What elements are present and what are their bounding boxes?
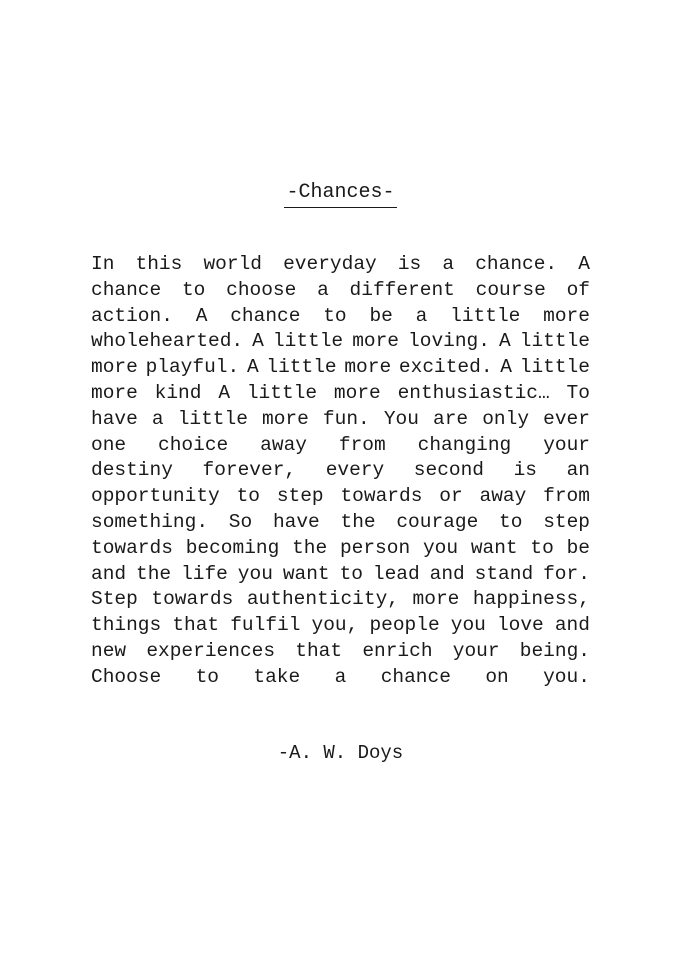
- quote-word: little: [177, 407, 248, 430]
- title-text: -Chances-: [284, 180, 396, 208]
- quote-word: away: [260, 433, 307, 456]
- quote-word: take: [253, 665, 301, 688]
- quote-word: that: [172, 614, 220, 637]
- quote-word: want: [470, 536, 518, 559]
- quote-word: choose: [226, 278, 297, 301]
- quote-word: stand: [474, 562, 534, 585]
- quote-word: the: [136, 562, 172, 585]
- quote-word: more: [333, 381, 381, 404]
- quote-word: to: [323, 304, 347, 327]
- quote-word: a: [151, 407, 164, 430]
- quote-line: [91, 252, 590, 278]
- quote-word: to: [236, 485, 260, 508]
- quote-word: A: [218, 381, 231, 404]
- quote-word: a: [334, 665, 347, 688]
- quote-word: more: [352, 330, 399, 353]
- page-title: [0, 180, 681, 208]
- quote-word: have: [272, 510, 320, 533]
- quote-word: kind: [154, 381, 202, 404]
- quote-line: [91, 665, 590, 691]
- quote-word: A: [499, 330, 511, 353]
- quote-word: every: [325, 459, 385, 482]
- quote-word: chance: [91, 278, 162, 301]
- quote-line: [91, 304, 590, 330]
- quote-word: for.: [543, 562, 590, 585]
- author-signature: -A. W. Doys: [277, 742, 404, 764]
- quote-word: excited.: [398, 356, 493, 379]
- quote-line: [91, 613, 590, 639]
- quote-word: towards: [91, 536, 173, 559]
- quote-word: have: [91, 407, 138, 430]
- quote-line: [91, 407, 590, 433]
- quote-word: to: [339, 562, 363, 585]
- quote-body: [91, 252, 590, 691]
- quote-word: lead: [372, 562, 420, 585]
- quote-word: step: [543, 510, 590, 533]
- quote-word: life: [181, 562, 228, 585]
- quote-word: you: [237, 562, 273, 585]
- quote-word: ever: [543, 407, 590, 430]
- quote-word: world: [203, 253, 262, 275]
- quote-word: new: [91, 639, 127, 662]
- quote-word: A: [195, 304, 208, 327]
- quote-line: [91, 510, 590, 536]
- quote-word: people: [369, 614, 440, 637]
- quote-word: or: [439, 485, 463, 508]
- quote-word: choice: [158, 433, 229, 456]
- quote-word: an: [566, 459, 590, 482]
- quote-word: be: [369, 304, 393, 327]
- quote-word: playful.: [145, 356, 240, 379]
- quote-word: is: [397, 253, 422, 275]
- quote-line: [91, 458, 590, 484]
- quote-line: [91, 278, 590, 304]
- quote-word: the: [340, 510, 376, 533]
- quote-word: a: [442, 253, 455, 275]
- quote-word: fun.: [322, 407, 370, 430]
- quote-word: be: [566, 536, 590, 559]
- quote-word: to: [195, 665, 220, 688]
- quote-word: little: [450, 304, 521, 327]
- quote-word: second: [413, 459, 485, 482]
- quote-word: different: [349, 278, 455, 301]
- quote-word: to: [499, 510, 523, 533]
- quote-word: more: [412, 588, 460, 611]
- quote-word: the: [292, 536, 328, 559]
- quote-word: Step: [91, 588, 138, 611]
- quote-line: [91, 562, 590, 588]
- quote-word: to: [181, 278, 206, 301]
- quote-word: To: [566, 381, 590, 404]
- quote-word: more: [543, 304, 590, 327]
- quote-word: more: [91, 381, 138, 404]
- quote-word: chance: [380, 665, 451, 688]
- quote-word: A: [252, 330, 264, 353]
- quote-word: course: [475, 278, 546, 301]
- quote-word: something.: [91, 510, 209, 533]
- quote-word: everyday: [283, 253, 377, 275]
- quote-word: a: [415, 304, 428, 327]
- quote-word: your: [452, 639, 500, 662]
- quote-line: [91, 433, 590, 459]
- quote-line: [91, 536, 590, 562]
- quote-word: person: [339, 536, 411, 559]
- quote-word: one: [91, 433, 127, 456]
- quote-word: that: [295, 639, 343, 662]
- quote-word: towards: [340, 485, 423, 508]
- quote-word: becoming: [185, 536, 280, 559]
- quote-word: changing: [417, 433, 512, 456]
- quote-word: on: [485, 665, 509, 688]
- quote-word: you: [450, 614, 486, 637]
- quote-word: little: [272, 330, 344, 353]
- quote-word: you.: [543, 665, 590, 688]
- quote-word: forever,: [202, 459, 297, 482]
- quote-word: chance.: [475, 253, 558, 275]
- quote-word: things: [91, 614, 162, 637]
- quote-word: enthusiastic…: [397, 381, 550, 404]
- quote-word: Choose: [91, 665, 162, 688]
- quote-word: A: [500, 356, 512, 379]
- quote-line: [91, 381, 590, 407]
- quote-word: being.: [519, 639, 590, 662]
- quote-word: want: [282, 562, 330, 585]
- quote-word: little: [519, 330, 590, 353]
- quote-line: [91, 329, 590, 355]
- quote-word: away: [479, 485, 527, 508]
- quote-word: a: [317, 278, 329, 301]
- quote-word: destiny: [91, 459, 173, 482]
- quote-word: authenticity,: [246, 588, 399, 611]
- quote-word: happiness,: [472, 588, 590, 611]
- quote-word: more: [91, 356, 138, 379]
- quote-word: more: [262, 407, 309, 430]
- quote-word: are: [433, 407, 469, 430]
- quote-word: action.: [91, 304, 173, 327]
- quote-word: wholehearted.: [91, 330, 244, 353]
- quote-word: You: [383, 407, 419, 430]
- quote-word: opportunity: [91, 485, 220, 508]
- quote-word: more: [344, 356, 392, 379]
- quote-word: A: [246, 356, 259, 379]
- quote-word: step: [276, 485, 324, 508]
- quote-word: enrich: [362, 639, 433, 662]
- quote-word: loving.: [408, 330, 490, 353]
- quote-word: little: [246, 381, 318, 404]
- quote-word: courage: [396, 510, 479, 533]
- quote-line: [91, 639, 590, 665]
- quote-word: from: [338, 433, 386, 456]
- quote-word: experiences: [146, 639, 276, 662]
- quote-word: your: [543, 433, 590, 456]
- quote-word: only: [482, 407, 530, 430]
- quote-word: is: [513, 459, 537, 482]
- quote-word: to: [530, 536, 554, 559]
- quote-word: and: [554, 614, 590, 637]
- quote-word: little: [519, 356, 590, 379]
- quote-word: In: [91, 253, 115, 275]
- quote-word: fulfil: [230, 614, 301, 637]
- quote-word: you: [422, 536, 459, 559]
- quote-word: of: [566, 278, 590, 301]
- quote-line: [91, 587, 590, 613]
- quote-line: [91, 355, 590, 381]
- quote-word: A: [578, 253, 590, 275]
- quote-word: and: [91, 562, 127, 585]
- quote-word: towards: [151, 588, 234, 611]
- quote-word: and: [429, 562, 465, 585]
- quote-word: from: [543, 485, 590, 508]
- quote-word: you,: [311, 614, 359, 637]
- quote-word: chance: [230, 304, 301, 327]
- quote-word: love: [496, 614, 544, 637]
- quote-word: this: [135, 253, 183, 275]
- quote-line: [91, 484, 590, 510]
- quote-word: So: [228, 510, 253, 533]
- quote-word: little: [266, 356, 337, 379]
